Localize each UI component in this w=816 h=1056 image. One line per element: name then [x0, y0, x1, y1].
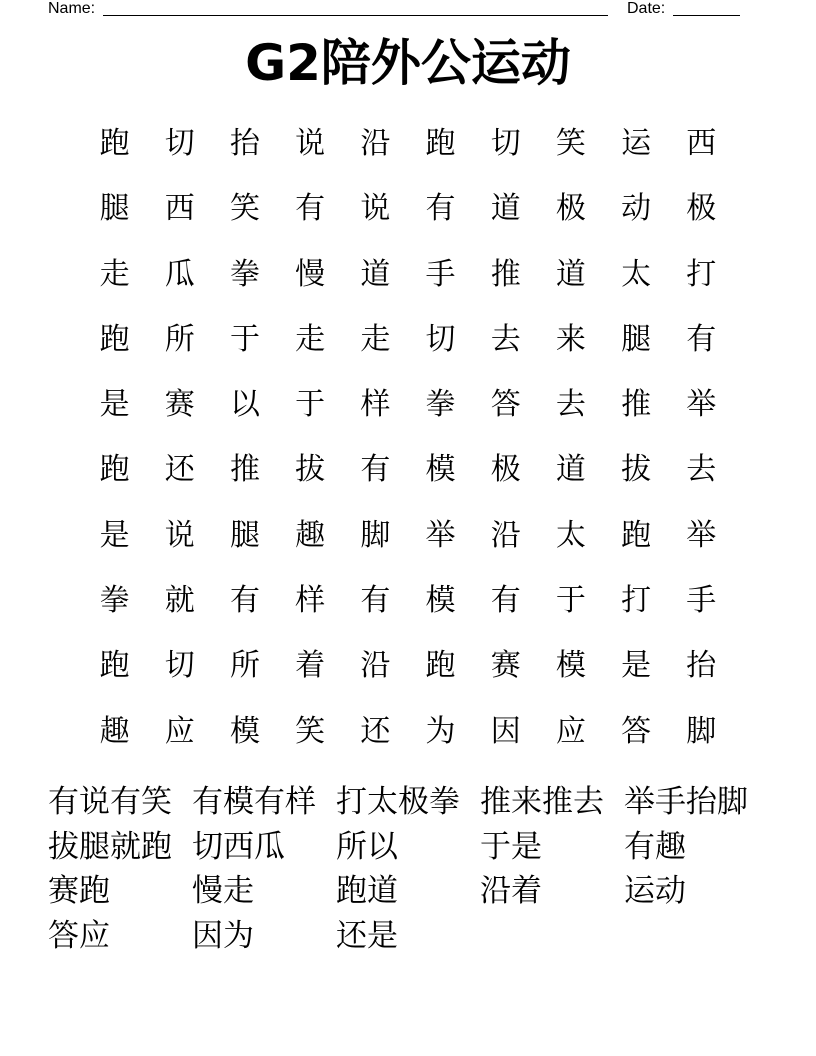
grid-cell[interactable]: 答	[621, 713, 652, 749]
word-item: 推来推去	[480, 784, 604, 820]
word-item: 切西瓜	[192, 828, 285, 865]
grid-cell[interactable]: 沿	[360, 126, 391, 161]
grid-cell[interactable]: 跑	[99, 452, 130, 488]
grid-cell[interactable]: 于	[295, 387, 326, 423]
header	[48, 0, 748, 20]
name-field-line[interactable]	[103, 15, 608, 16]
grid-cell[interactable]: 拳	[99, 583, 130, 619]
grid-cell[interactable]: 沿	[360, 648, 391, 684]
date-field-line[interactable]	[673, 15, 740, 16]
grid-cell[interactable]: 拳	[425, 387, 456, 423]
date-label: Date:	[627, 0, 666, 17]
grid-cell[interactable]: 举	[425, 517, 456, 553]
grid-cell[interactable]: 慢	[295, 256, 326, 292]
grid-cell[interactable]: 手	[425, 256, 456, 292]
grid-cell[interactable]: 模	[425, 452, 456, 488]
grid-cell[interactable]: 来	[555, 321, 586, 357]
grid-cell[interactable]: 切	[425, 321, 456, 357]
grid-cell[interactable]: 去	[686, 452, 717, 488]
grid-cell[interactable]: 腿	[99, 191, 130, 227]
grid-cell[interactable]: 极	[555, 191, 586, 227]
grid-cell[interactable]: 说	[295, 126, 326, 161]
grid-cell[interactable]: 有	[360, 452, 391, 488]
grid-cell[interactable]: 跑	[99, 648, 130, 684]
grid-cell[interactable]: 切	[490, 126, 521, 161]
grid-cell[interactable]: 是	[99, 517, 130, 553]
grid-cell[interactable]: 举	[686, 517, 717, 553]
page-title: G2陪外公运动	[245, 34, 571, 92]
grid-cell[interactable]: 跑	[621, 517, 652, 553]
grid-cell[interactable]: 道	[555, 452, 586, 488]
grid-cell[interactable]: 有	[425, 191, 456, 227]
name-label: Name:	[48, 0, 96, 17]
grid-cell[interactable]: 应	[164, 713, 195, 749]
grid-cell[interactable]: 有	[490, 583, 521, 619]
grid-cell[interactable]: 还	[164, 452, 195, 488]
grid-cell[interactable]: 为	[425, 713, 456, 749]
grid-cell[interactable]: 模	[425, 583, 456, 619]
grid-cell[interactable]: 走	[360, 321, 391, 357]
grid-cell[interactable]: 应	[555, 713, 586, 749]
word-item: 拔腿就跑	[48, 828, 172, 865]
grid-cell[interactable]: 笑	[295, 713, 326, 749]
grid-cell[interactable]: 样	[295, 583, 326, 619]
grid-cell[interactable]: 模	[229, 713, 260, 749]
grid-cell[interactable]: 西	[164, 191, 195, 227]
grid-cell[interactable]: 样	[360, 387, 391, 423]
grid-cell[interactable]: 跑	[425, 648, 456, 684]
grid-cell[interactable]: 道	[360, 256, 391, 292]
grid-row	[82, 446, 734, 511]
grid-cell[interactable]: 切	[164, 648, 195, 684]
grid-cell[interactable]: 切	[164, 126, 195, 161]
grid-row	[82, 512, 734, 577]
grid-cell[interactable]: 抬	[229, 126, 260, 161]
grid-cell[interactable]: 跑	[99, 126, 130, 161]
word-item: 赛跑	[48, 873, 110, 909]
grid-cell[interactable]: 走	[99, 256, 130, 292]
grid-cell[interactable]: 运	[621, 126, 652, 161]
grid-cell[interactable]: 打	[686, 256, 717, 292]
grid-cell[interactable]: 动	[621, 191, 652, 227]
grid-cell[interactable]: 笑	[229, 191, 260, 227]
word-item: 运动	[624, 873, 686, 909]
grid-cell[interactable]: 赛	[164, 387, 195, 423]
word-item: 慢走	[192, 873, 254, 909]
grid-row	[82, 577, 734, 642]
grid-row	[82, 708, 734, 773]
grid-cell[interactable]: 所	[164, 321, 195, 357]
grid-cell[interactable]: 举	[686, 387, 717, 423]
grid-cell[interactable]: 有	[360, 583, 391, 619]
word-item: 打太极拳	[336, 784, 460, 820]
grid-cell[interactable]: 笑	[555, 126, 586, 161]
grid-cell[interactable]: 推	[621, 387, 652, 423]
grid-cell[interactable]: 趣	[99, 713, 130, 749]
grid-cell[interactable]: 极	[490, 452, 521, 488]
grid-cell[interactable]: 推	[490, 256, 521, 292]
grid-cell[interactable]: 因	[490, 713, 521, 749]
grid-cell[interactable]: 腿	[229, 517, 260, 553]
grid-cell[interactable]: 跑	[425, 126, 456, 161]
grid-cell[interactable]: 手	[686, 583, 717, 619]
grid-cell[interactable]: 于	[555, 583, 586, 619]
word-item: 于是	[480, 828, 542, 865]
grid-cell[interactable]: 打	[621, 583, 652, 619]
word-item: 还是	[336, 917, 398, 954]
grid-cell[interactable]: 脚	[360, 517, 391, 553]
grid-row	[82, 120, 734, 185]
grid-cell[interactable]: 极	[686, 191, 717, 227]
word-item: 有说有笑	[48, 784, 172, 820]
grid-cell[interactable]: 太	[621, 256, 652, 292]
grid-cell[interactable]: 有	[686, 321, 717, 357]
word-bank	[48, 780, 768, 958]
word-item: 有趣	[624, 828, 686, 865]
grid-cell[interactable]: 推	[229, 452, 260, 488]
grid-cell[interactable]: 说	[360, 191, 391, 227]
grid-cell[interactable]: 道	[490, 191, 521, 227]
character-grid	[82, 120, 734, 773]
grid-row	[82, 642, 734, 707]
grid-cell[interactable]: 是	[621, 648, 652, 684]
grid-row	[82, 381, 734, 446]
grid-cell[interactable]: 腿	[621, 321, 652, 357]
grid-cell[interactable]: 有	[295, 191, 326, 227]
grid-cell[interactable]: 道	[555, 256, 586, 292]
grid-cell[interactable]: 答	[490, 387, 521, 423]
word-item: 因为	[192, 917, 254, 954]
grid-cell[interactable]: 太	[555, 517, 586, 553]
grid-cell[interactable]: 去	[555, 387, 586, 423]
grid-cell[interactable]: 拔	[621, 452, 652, 488]
grid-cell[interactable]: 沿	[490, 517, 521, 553]
grid-cell[interactable]: 脚	[686, 713, 717, 749]
grid-cell[interactable]: 赛	[490, 648, 521, 684]
grid-cell[interactable]: 模	[555, 648, 586, 684]
grid-cell[interactable]: 还	[360, 713, 391, 749]
grid-cell[interactable]: 趣	[295, 517, 326, 553]
grid-cell[interactable]: 西	[686, 126, 717, 161]
grid-cell[interactable]: 着	[295, 648, 326, 684]
word-item: 举手抬脚	[624, 784, 748, 820]
grid-cell[interactable]: 去	[490, 321, 521, 357]
grid-cell[interactable]: 所	[229, 648, 260, 684]
grid-cell[interactable]: 瓜	[164, 256, 195, 292]
grid-cell[interactable]: 跑	[99, 321, 130, 357]
grid-cell[interactable]: 就	[164, 583, 195, 619]
word-item: 所以	[336, 828, 398, 865]
grid-cell[interactable]: 拔	[295, 452, 326, 488]
word-item: 沿着	[480, 873, 542, 909]
grid-cell[interactable]: 以	[229, 387, 260, 423]
grid-row	[82, 185, 734, 250]
word-item: 跑道	[336, 873, 398, 909]
grid-cell[interactable]: 于	[229, 321, 260, 357]
grid-cell[interactable]: 是	[99, 387, 130, 423]
grid-cell[interactable]: 拳	[229, 256, 260, 292]
grid-cell[interactable]: 走	[295, 321, 326, 357]
grid-row	[82, 251, 734, 316]
word-item: 答应	[48, 917, 110, 954]
grid-cell[interactable]: 抬	[686, 648, 717, 684]
grid-row	[82, 316, 734, 381]
word-item: 有模有样	[192, 784, 316, 820]
grid-cell[interactable]: 有	[229, 583, 260, 619]
grid-cell[interactable]: 说	[164, 517, 195, 553]
